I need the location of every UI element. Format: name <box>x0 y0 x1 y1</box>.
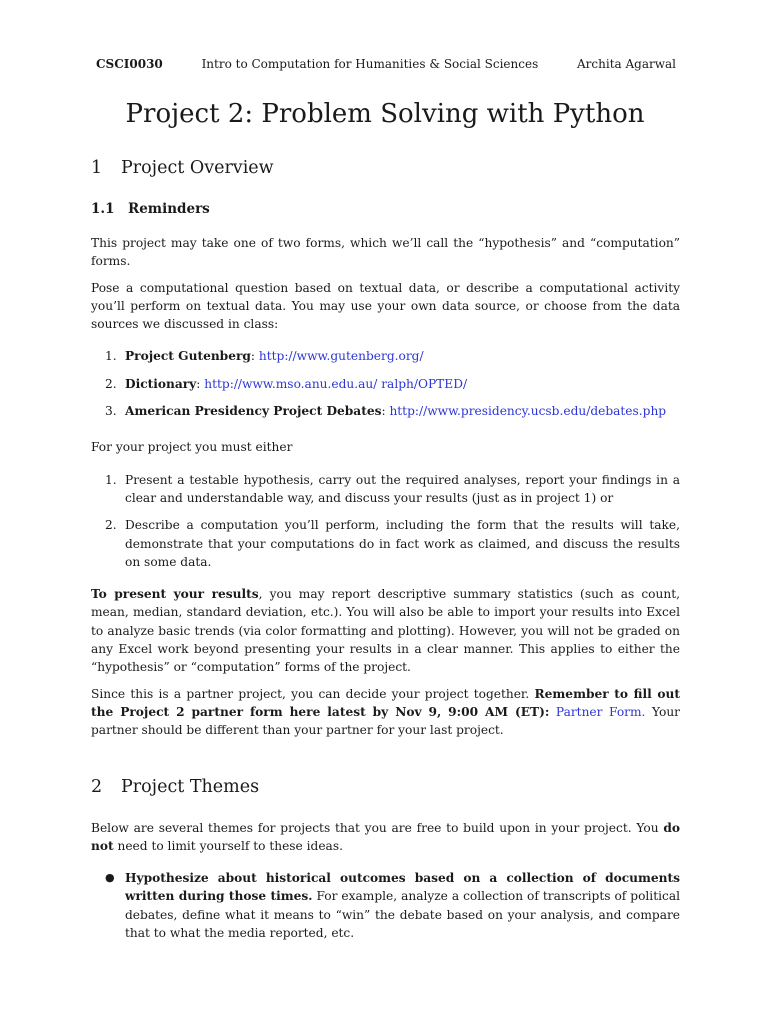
source-name: Project Gutenberg <box>125 349 251 364</box>
list-item: 1. Present a testable hypothesis, carry out the required analyses, report your findings in a clear and understandable way, and discuss your results (just as in project 1) or <box>105 472 680 505</box>
bullet-icon: ● <box>105 871 115 885</box>
list-item: 2. Describe a computation you’ll perform, including the form that the results will take, demonstrate that your computations do in fact work as claimed, and discuss the results on some data. <box>105 518 680 569</box>
list-item: 2. Dictionary: http://www.mso.anu.edu.au/ ralph/OPTED/ <box>105 376 468 391</box>
document-title: Project 2: Problem Solving with Python <box>125 99 645 129</box>
course-name: Intro to Computation for Humanities & Social Sciences <box>201 57 539 71</box>
partner-paragraph: Since this is a partner project, you can decide your project together. Remember to fill out the Project 2 partner form here latest by Nov 9, 9:00 AM (ET): Partner Form. Your partner should be different than your partner for your last project. <box>91 686 680 738</box>
list-item: 3. American Presidency Project Debates: http://www.presidency.ucsb.edu/debates.php <box>105 404 667 419</box>
either-paragraph: For your project you must either <box>91 440 293 455</box>
running-header <box>96 55 676 73</box>
section-heading-themes <box>91 776 680 798</box>
partner-form-link[interactable]: Partner Form. <box>555 704 646 719</box>
author-name: Archita Agarwal <box>577 57 676 71</box>
themes-intro-paragraph: Below are several themes for projects that you are free to build upon in your project. You do not need to limit yourself to these ideas. <box>91 820 680 853</box>
section-title: Project Themes <box>121 776 260 797</box>
subsection-title: Reminders <box>128 201 210 217</box>
list-item: 1. Project Gutenberg: http://www.gutenberg.org/ <box>105 349 424 364</box>
themes-list <box>91 869 680 942</box>
subsection-number: 1.1 <box>91 201 115 217</box>
pose-paragraph: Pose a computational question based on textual data, or describe a computational activity you’ll perform on textual data. You may use your own data source, or choose from the data sources we discussed in class: <box>91 280 680 332</box>
debates-link[interactable]: http://www.presidency.ucsb.edu/debates.php <box>389 404 667 419</box>
dictionary-link[interactable]: http://www.mso.anu.edu.au/ ralph/OPTED/ <box>204 376 468 391</box>
gutenberg-link[interactable]: http://www.gutenberg.org/ <box>258 349 424 364</box>
subsection-heading-reminders <box>91 200 680 218</box>
course-code: CSCI0030 <box>96 57 163 71</box>
requirement-list <box>91 471 680 571</box>
results-paragraph: To present your results, you may report descriptive summary statistics (such as count, mean, median, standard deviation, etc.). You will also be able to import your results into Excel to analyze basic trends (via color formatting and plotting). However, you will not be graded on any Excel work beyond presenting your results in a clear manner. This applies to either the “hypothesis” or “computation” forms of the project. <box>91 587 680 675</box>
list-item: ● Hypothesize about historical outcomes based on a collection of documents written during those times. For example, analyze a collection of transcripts of political debates, define what it means to “win” the debate based on your analysis, and compare that to what the media reported, etc. <box>105 869 680 942</box>
section-number: 2 <box>91 776 103 797</box>
document-body <box>91 157 680 942</box>
data-source-list <box>91 347 680 420</box>
section-number: 1 <box>91 158 103 178</box>
section-title: Project Overview <box>121 158 274 178</box>
source-name: Dictionary <box>125 376 197 391</box>
intro-paragraph: This project may take one of two forms, which we’ll call the “hypothesis” and “computation” forms. <box>91 236 680 269</box>
section-heading-overview <box>91 157 680 179</box>
source-name: American Presidency Project Debates <box>125 404 382 419</box>
